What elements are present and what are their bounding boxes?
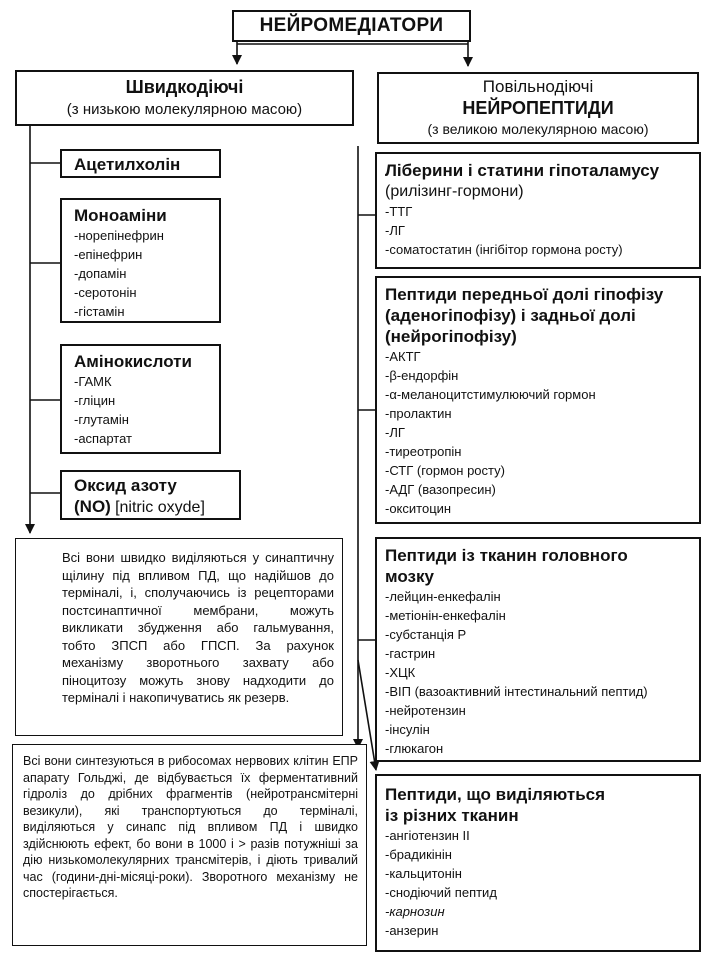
list-item: -АКТГ [385,349,421,364]
list-item: -β-ендорфін [385,368,459,383]
monoamines-box [60,198,221,323]
aminoacids-box [60,344,221,454]
list-item: -глутамін [74,412,129,427]
list-item: -нейротензин [385,703,466,718]
list-item: -ангіотензин II [385,828,470,843]
fast-subtitle: (з низькою молекулярною масою) [66,101,303,118]
slow-title: Повільнодіючі [482,77,594,96]
fast-title: Швидкодіючі [125,77,244,97]
slow-description: Всі вони синтезуються в рибосомах нервових клітин ЕПР апарату Гольджі, де відбувається їх ферментативний гідроліз до дрібних фрагментів (нейротрансмітерні везикули), які транспортуються до терміналі, виділяються у синапс під впливом ПД і швидко здійснюють ефект, бо вони в 1000 і > разів потужніші за дію низькомолекулярних трансмітерів, і діють тривалий час (години-дні-місяці-роки). Зворотного механізму не спостерігається. [23,754,358,900]
list-item: -глюкагон [385,741,444,756]
list-item: -ЛГ [385,223,405,238]
list-item: -ВІП (вазоактивний інтестинальний пептид) [385,684,648,699]
list-item: -кальцитонін [385,866,462,881]
slow-header-box [377,72,699,144]
slow-subtitle: (з великою молекулярною масою) [427,121,649,137]
list-item: -серотонін [74,285,137,300]
list-item: -субстанція Р [385,627,467,642]
list-item: -ГАМК [74,374,112,389]
list-item: -епінефрин [74,247,143,262]
nitric-oxide-formula: (NO) [74,497,111,516]
fast-description-box [15,538,343,736]
acetylcholine-title: Ацетилхолін [74,155,181,174]
aminoacids-title: Амінокислоти [74,352,192,371]
list-item: -тиреотропін [385,444,462,459]
liberins-box [375,152,701,269]
list-item: -інсулін [385,722,430,737]
nitric-oxide-box [60,470,241,520]
brain-peptides-box [375,537,701,762]
tissue-peptides-title-line2: із різних тканин [385,806,519,825]
slow-description-box [12,744,367,946]
list-item: -снодіючий пептид [385,885,497,900]
brain-peptides-title-line1: Пептиди із тканин головного [385,546,628,565]
tissue-peptides-box [375,774,701,952]
list-item: -ТТГ [385,204,413,219]
nitric-oxide-english: [nitric oxyde] [115,499,205,516]
list-item: -ХЦК [385,665,416,680]
list-item: -гістамін [74,304,125,319]
liberins-title: Ліберини і статини гіпоталамусу [385,161,660,180]
list-item: -гліцин [74,393,116,408]
list-item: -соматостатин (інгібітор гормона росту) [385,242,623,257]
list-item: -карнозин [385,904,445,919]
list-item: -лейцин-енкефалін [385,589,501,604]
acetylcholine-box [60,149,221,178]
list-item: -брадикінін [385,847,452,862]
root-title: НЕЙРОМЕДІАТОРИ [259,15,444,36]
list-item: -анзерин [385,923,439,938]
list-item: -СТГ (гормон росту) [385,463,505,478]
pituitary-box [375,276,701,524]
fast-description: Всі вони швидко виділяються у синаптичну щілину під впливом ПД, що надійшов до терміналі, і, сполучаючись із рецепторами постсинаптичної мембрани, можуть викликати збудження або гальмування, тобто ЗПСП або ГПСП. За рахунок механізму зворотнього захвату або піноцитозу можуть знову надходити до терміналі і накопичуватись як резерв. [62,550,334,705]
list-item: -норепінефрин [74,228,164,243]
nitric-oxide-title: Оксид азоту [74,476,177,495]
list-item: -пролактин [385,406,452,421]
monoamines-title: Моноаміни [74,206,167,225]
list-item: -гастрин [385,646,436,661]
slow-title-neuropeptides: НЕЙРОПЕПТИДИ [462,98,614,118]
list-item: -АДГ (вазопресин) [385,482,496,497]
liberins-subtitle: (рилізинг-гормони) [385,183,524,200]
list-item: -метіонін-енкефалін [385,608,506,623]
list-item: -допамін [74,266,127,281]
brain-peptides-title-line2: мозку [385,567,434,586]
pituitary-title-line3: (нейрогіпофізу) [385,327,517,346]
list-item: -окситоцин [385,501,452,516]
list-item: -α-меланоцитстимулюючий гормон [385,387,596,402]
tissue-peptides-title-line1: Пептиди, що виділяються [385,785,606,804]
pituitary-title-line2: (аденогіпофізу) і задньої долі [385,306,636,325]
list-item: -аспартат [74,431,132,446]
list-item: -ЛГ [385,425,405,440]
root-box [232,10,471,42]
pituitary-title-line1: Пептиди передньої долі гіпофізу [385,285,664,304]
fast-header-box [15,70,354,126]
